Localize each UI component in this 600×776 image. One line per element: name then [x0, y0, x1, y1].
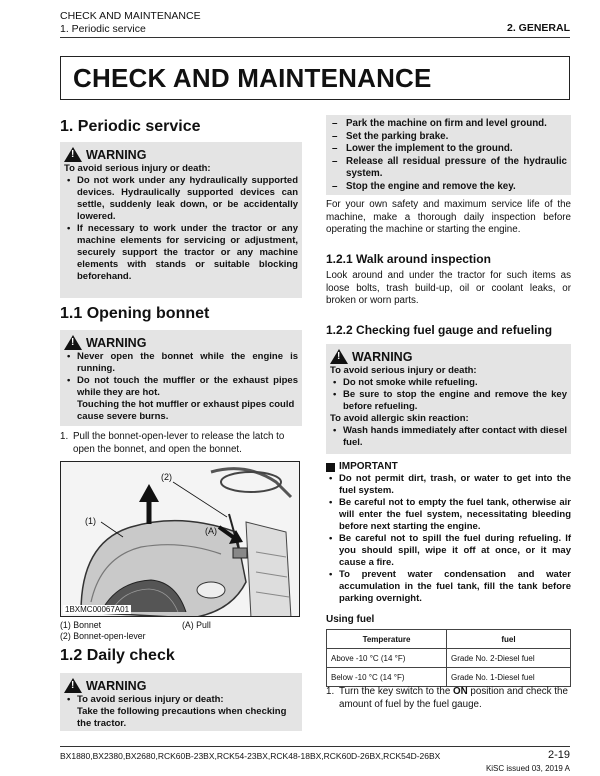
warning-title [64, 147, 298, 162]
precautions-box [326, 115, 571, 195]
using-fuel-heading: Using fuel [326, 614, 375, 625]
header-section: 1. Periodic service [60, 23, 146, 35]
warning-item: • Never open the bonnet while the engine is running. [64, 351, 298, 375]
running-header [60, 10, 201, 36]
warning-item: • Wash hands immediately after contact with diesel fuel. [330, 425, 567, 449]
figure-id: 1BXMC00067A01 [65, 605, 130, 614]
precaution-item: – Release all residual pressure of the hydraulic system. [330, 156, 567, 181]
step-number: 1. [326, 686, 335, 697]
tractor-bonnet-illustration [61, 462, 300, 617]
precautions-list [330, 118, 567, 193]
col-temperature: Temperature [327, 630, 447, 649]
warning-box-fuel [326, 344, 571, 454]
warning-title [330, 349, 567, 364]
cell-temp: Above -10 °C (14 °F) [327, 649, 447, 668]
cell-fuel: Grade No. 1-Diesel fuel [447, 668, 571, 687]
subsection-heading-walk-around: 1.2.1 Walk around inspection [326, 252, 491, 266]
callout-a: (A) [205, 526, 217, 536]
important-label: IMPORTANT [339, 461, 398, 472]
important-item: • Be careful not to empty the fuel tank, otherwise air will enter the fuel system, necessitating bleeding before next starting the engine. [326, 497, 571, 533]
warning-list [330, 425, 567, 449]
important-square-icon [326, 463, 335, 472]
warning-item: • Do not work under any hydraulically supported devices. Hydraulically supported devices can settle, suddenly leak down, or be accidentally lowered. [64, 175, 298, 223]
step-check-fuel [326, 686, 571, 711]
on-position: ON [453, 686, 468, 697]
header-chapter: CHECK AND MAINTENANCE [60, 10, 201, 22]
col-fuel: fuel [447, 630, 571, 649]
warning-label: WARNING [86, 335, 147, 350]
important-block [326, 461, 571, 605]
legend-pull: (A) Pull [182, 620, 211, 630]
warning-extra: Take the following precautions when checking the tractor. [77, 706, 287, 729]
footer-models: BX1880,BX2380,BX2680,RCK60B-23BX,RCK54-23BX,RCK48-18BX,RCK60D-26BX,RCK54D-26BX [60, 751, 441, 761]
important-item: • Be careful not to spill the fuel during refueling. If you should spill, wipe it off at once, or it may cause a fire. [326, 533, 571, 569]
step-text: Turn the key switch to the ON position and check the amount of fuel by the fuel gauge. [339, 686, 568, 710]
chapter-title-box [60, 56, 570, 100]
important-item: • Do not permit dirt, trash, or water to get into the fuel system. [326, 473, 571, 497]
warning-box-periodic [60, 142, 302, 298]
chapter-title: CHECK AND MAINTENANCE [73, 62, 432, 93]
step-open-bonnet [60, 431, 302, 456]
legend-lever: (2) Bonnet-open-lever [60, 631, 146, 641]
warning-item: • Do not touch the muffler or the exhaust pipes while they are hot. [64, 375, 298, 399]
legend-bonnet: (1) Bonnet [60, 620, 102, 630]
bonnet-figure [60, 461, 300, 617]
issue-info: KiSC issued 03, 2019 A [485, 764, 570, 773]
warning-intro: To avoid serious injury or death: [64, 163, 211, 174]
precaution-item: – Set the parking brake. [330, 131, 567, 144]
table-row [327, 649, 571, 668]
section-heading-daily-check: 1.2 Daily check [60, 647, 175, 664]
important-list [326, 473, 571, 605]
warning-item: • If necessary to work under the tractor or any machine elements for servicing or adjustment, securely support the tractor or any machine elements with stands or suitable blocking beforehand. [64, 223, 298, 283]
important-item: • To prevent water condensation and water accumulation in the fuel tank, fill the tank before parking overnight. [326, 569, 571, 605]
warning-item: • To avoid serious injury or death: [64, 694, 298, 706]
header-rule [60, 37, 570, 38]
warning-triangle-icon [64, 335, 82, 350]
subsection-heading-fuel: 1.2.2 Checking fuel gauge and refueling [326, 323, 553, 337]
footer-rule [60, 746, 570, 747]
warning-triangle-icon [330, 349, 348, 364]
warning-box-daily [60, 673, 302, 731]
important-title [326, 461, 571, 473]
warning-title [64, 335, 298, 350]
warning-box-bonnet [60, 330, 302, 426]
warning-list [64, 175, 298, 283]
warning-item: • Be sure to stop the engine and remove the key before refueling. [330, 389, 567, 413]
warning-title [64, 678, 298, 693]
section-heading-opening-bonnet: 1.1 Opening bonnet [60, 305, 210, 322]
cell-fuel: Grade No. 2-Diesel fuel [447, 649, 571, 668]
header-chapter-tag: 2. GENERAL [506, 22, 570, 34]
warning-label: WARNING [86, 678, 147, 693]
warning-list [64, 351, 298, 399]
warning-extra: Touching the hot muffler or exhaust pipes could cause severe burns. [77, 399, 295, 422]
warning-list [330, 377, 567, 413]
warning-label: WARNING [86, 147, 147, 162]
table-row [327, 668, 571, 687]
precaution-item: – Lower the implement to the ground. [330, 143, 567, 156]
figure-legend [60, 620, 146, 642]
step-text: Pull the bonnet-open-lever to release the latch to open the bonnet, and open the bonnet. [73, 431, 285, 455]
precaution-item: – Stop the engine and remove the key. [330, 181, 567, 194]
warning-intro: To avoid allergic skin reaction: [330, 413, 469, 424]
warning-item: • Do not smoke while refueling. [330, 377, 567, 389]
warning-label: WARNING [352, 349, 413, 364]
page-number: 2-19 [547, 749, 570, 761]
callout-2: (2) [161, 472, 172, 482]
warning-intro: To avoid serious injury or death: [330, 365, 477, 376]
table-header-row [327, 630, 571, 649]
warning-triangle-icon [64, 147, 82, 162]
warning-triangle-icon [64, 678, 82, 693]
safety-paragraph: For your own safety and maximum service life of the machine, make a thorough daily inspection before operating the machine or starting the engine. [326, 199, 571, 235]
warning-list [64, 694, 298, 706]
step-number: 1. [60, 431, 69, 442]
section-heading-periodic-service: 1. Periodic service [60, 118, 201, 135]
cell-temp: Below -10 °C (14 °F) [327, 668, 447, 687]
fuel-table [326, 629, 571, 687]
precaution-item: – Park the machine on firm and level ground. [330, 118, 567, 131]
walk-around-text: Look around and under the tractor for such items as loose bolts, trash build-up, oil or coolant leaks, or broken or worn parts. [326, 270, 571, 306]
callout-1: (1) [85, 516, 96, 526]
